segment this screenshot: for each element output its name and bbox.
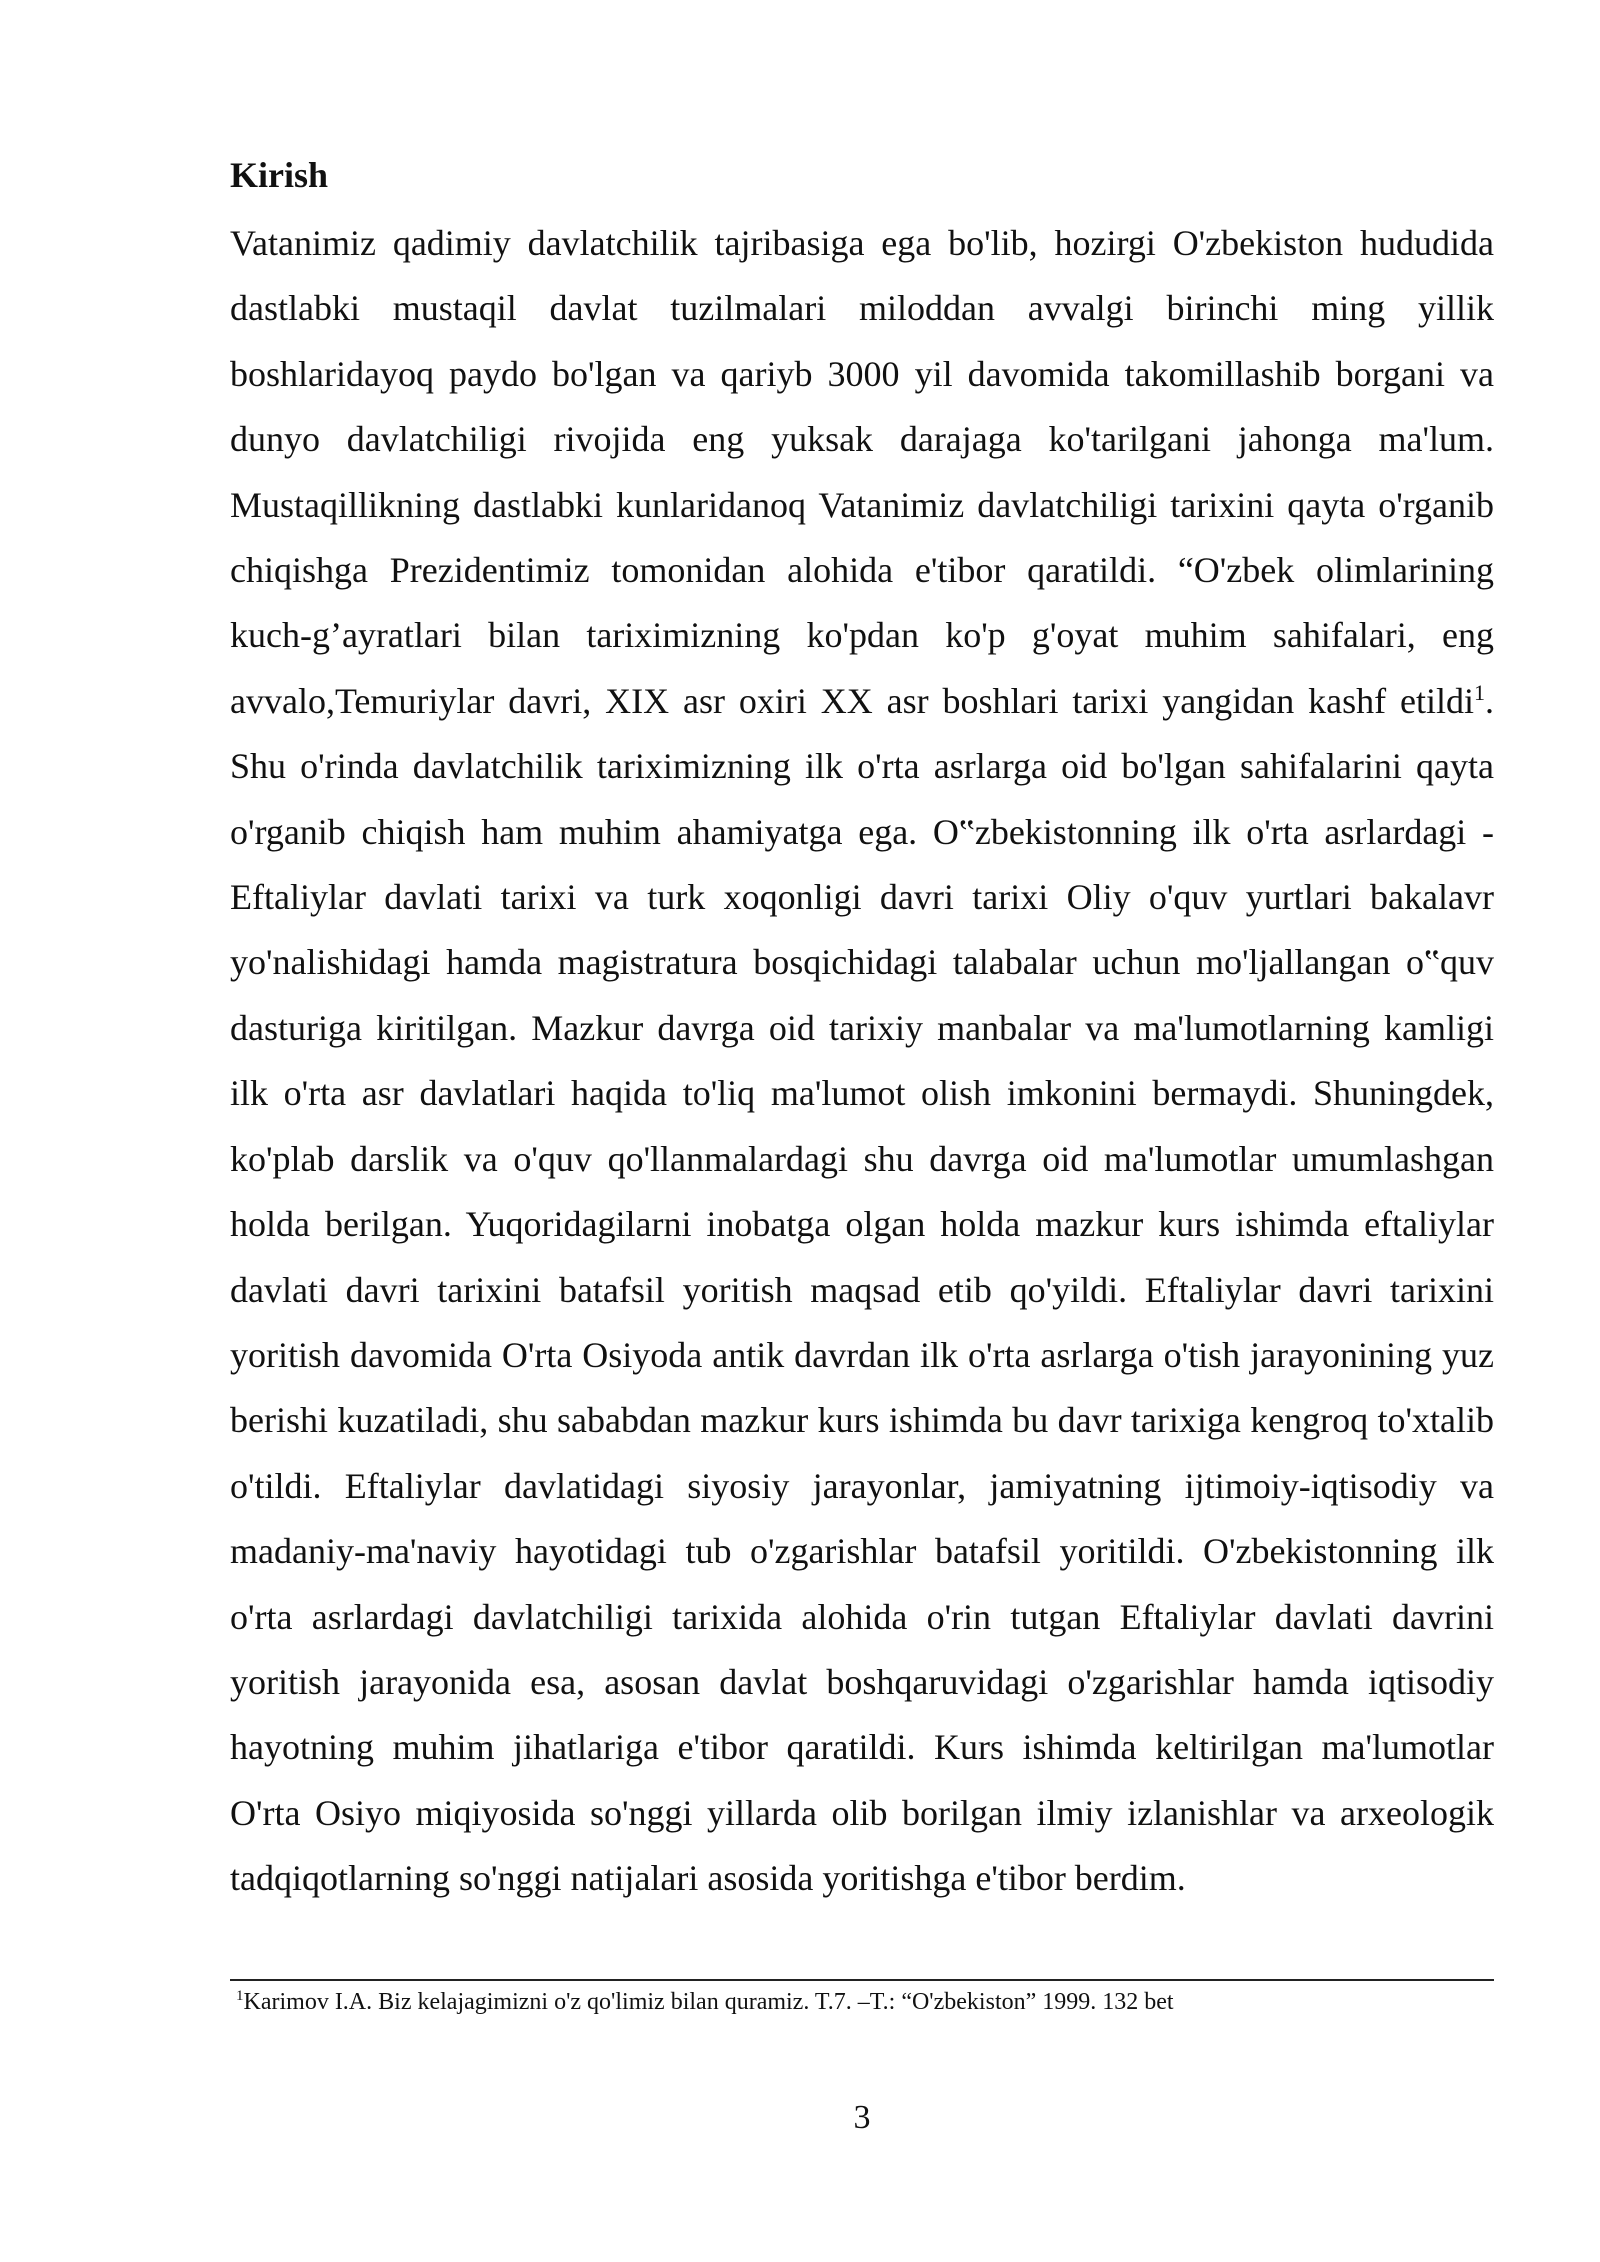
- footnote-reference[interactable]: 1: [1474, 679, 1485, 705]
- page-number: 3: [853, 2099, 871, 2136]
- body-text-part-1: Vatanimiz qadimiy davlatchilik tajribasiga ega bo'lib, hozirgi O'zbekiston hududida dastlabki mustaqil davlat tuzilmalari miloddan avvalgi birinchi ming yillik boshlaridayoq paydo bo'lgan va qariyb 3000 yil davomida takomillashib borgani va dunyo davlatchiligi rivojida eng yuksak darajaga ko'tarilgani jahonga ma'lum. Mustaqillikning dastlabki kunlaridanoq Vatanimiz davlatchiligi tarixini qayta o'rganib chiqishga Prezidentimiz tomonidan alohida e'tibor qaratildi. “O'zbek olimlarining kuch-g’ayratlari bilan tariximizning ko'pdan ko'p g'oyat muhim sahifalari, eng avvalo,Temuriylar davri, XIX asr oxiri XX asr boshlari tarixi yangidan kashf etildi: [230, 223, 1494, 721]
- footnote-text: Karimov I.A. Biz kelajagimizni o'z qo'limiz bilan quramiz. T.7. –T.: “O'zbekiston” 1999. 132 bet: [243, 1989, 1174, 2015]
- section-heading: Kirish: [230, 155, 329, 195]
- body-paragraph: [230, 211, 1494, 1912]
- body-text-part-2: . Shu o'rinda davlatchilik tariximizning ilk o'rta asrlarga oid bo'lgan sahifalarini qayta o'rganib chiqish ham muhim ahamiyatga ega. O‟zbekistonning ilk o'rta asrlardagi - Eftaliylar davlati tarixi va turk xoqonligi davri tarixi Oliy o'quv yurtlari bakalavr yo'nalishidagi hamda magistratura bosqichidagi talabalar uchun mo'ljallangan o‟quv dasturiga kiritilgan. Mazkur davrga oid tarixiy manbalar va ma'lumotlarning kamligi ilk o'rta asr davlatlari haqida to'liq ma'lumot olish imkonini bermaydi. Shuningdek, ko'plab darslik va o'quv qo'llanmalardagi shu davrga oid ma'lumotlar umumlashgan holda berilgan. Yuqoridagilarni inobatga olgan holda mazkur kurs ishimda eftaliylar davlati davri tarixini batafsil yoritish maqsad etib qo'yildi. Eftaliylar davri tarixini yoritish davomida O'rta Osiyoda antik davrdan ilk o'rta asrlarga o'tish jarayonining yuz berishi kuzatiladi, shu sababdan mazkur kurs ishimda bu davr tarixiga kengroq to'xtalib o'tildi. Eftaliylar davlatidagi siyosiy jarayonlar, jamiyatning ijtimoiy-iqtisodiy va madaniy-ma'naviy hayotidagi tub o'zgarishlar batafsil yoritildi. O'zbekistonning ilk o'rta asrlardagi davlatchiligi tarixida alohida o'rin tutgan Eftaliylar davlati davrini yoritish jarayonida esa, asosan davlat boshqaruvidagi o'zgarishlar hamda iqtisodiy hayotning muhim jihatlariga e'tibor qaratildi. Kurs ishimda keltirilgan ma'lumotlar O'rta Osiyo miqiyosida so'nggi yillarda olib borilgan ilmiy izlanishlar va arxeologik tadqiqotlarning so'nggi natijalari asosida yoritishga e'tibor berdim.: [230, 680, 1494, 1899]
- footnote-marker: 1: [236, 1988, 244, 2004]
- footnote-separator: [230, 1979, 1494, 1981]
- footnote: [236, 1984, 1494, 2020]
